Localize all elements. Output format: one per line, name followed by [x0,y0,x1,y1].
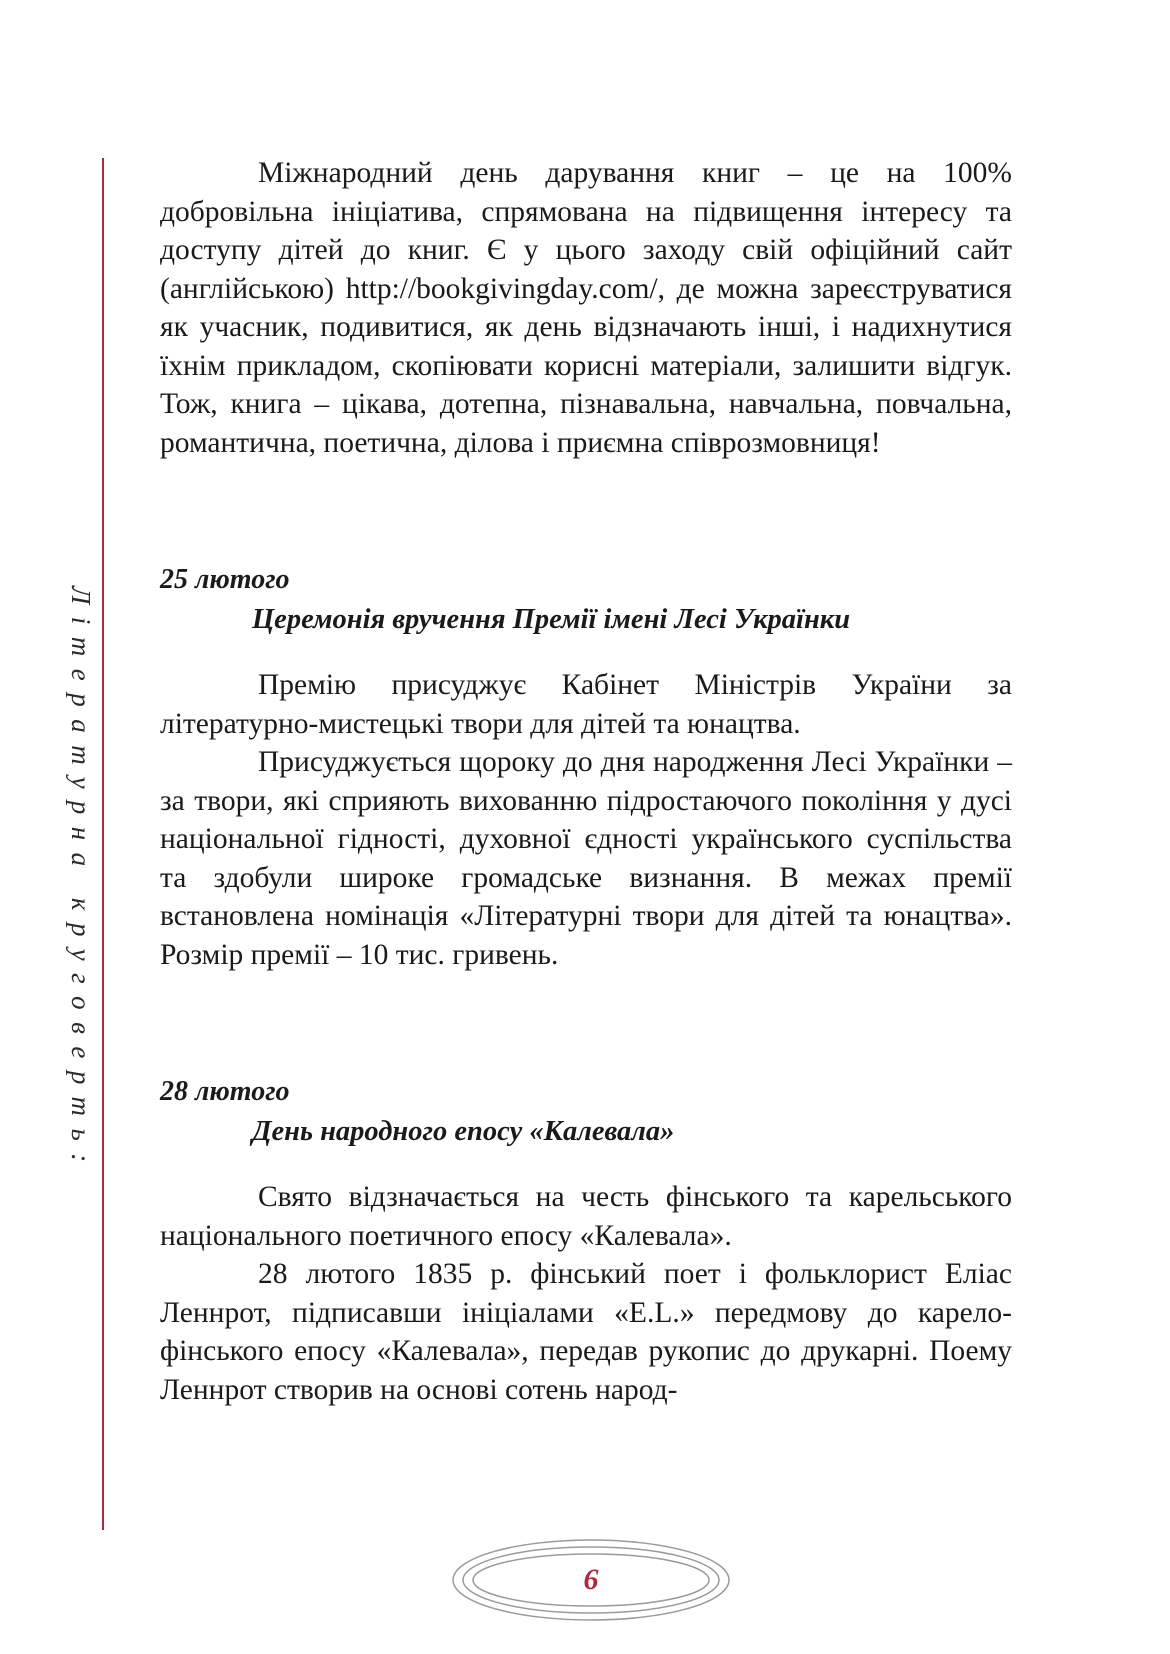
section-title: Церемонія вручення Премії імені Лесі Українки [252,604,851,635]
intro-paragraph: Міжнародний день дарування книг – це на 100% добровільна ініціатива, спрямована на підвищення інтересу та доступу дітей до книг. Є у цього заходу свій офіційний сайт (англійською) http://bookgivingday.com/, де можна зареєструватися як учасник, подивитися, як день відзначають інші, і надихнутися їхнім прикладом, скопіювати корисні матеріали, залишити відгук. Тож, книга – цікава, дотепна, пізнавальна, навчальна, повчальна, романтична, поетична, ділова і приємна співрозмовниця! [160,157,1012,459]
section-gap [160,974,1012,1074]
section-date: 28 лютого [160,1076,290,1107]
section-kalevala [160,1074,1012,1409]
section-gap [160,462,1012,562]
section-paragraph: Присуджується щороку до дня народження Лесі Українки – за твори, які сприяють вихованню підростаючого покоління у дусі національної гідності, духовної єдності українського суспільства та здобули широке громадське визнання. В межах премії встановлена номінація «Літературні твори для дітей та юнацтва». Розмір премії – 10 тис. гривень. [160,746,1012,971]
section-paragraph: Премію присуджує Кабінет Міністрів України за літературно-мистецькі твори для дітей та юнацтва. [160,669,1012,740]
page-content [160,154,1012,1409]
page-number: 6 [583,1563,599,1596]
section-paragraph: 28 лютого 1835 р. фінський поет і фольклорист Еліас Леннрот, підписавши ініціалами «E.L.» передмову до карело-фінського епосу «Калевала», передав рукопис до друкарні. Поему Леннрот створив на основі сотень народ- [160,1258,1012,1406]
running-title: Літературна круговерть: [66,586,96,1175]
section-lesya-ukrainka [160,562,1012,974]
page-number-badge [450,1536,732,1624]
margin-rule [102,158,104,1530]
section-paragraph: Свято відзначається на честь фінського та карельського національного поетичного епосу «Калевала». [160,1181,1012,1252]
section-date: 25 лютого [160,564,290,595]
section-title: День народного епосу «Калевала» [252,1116,675,1147]
